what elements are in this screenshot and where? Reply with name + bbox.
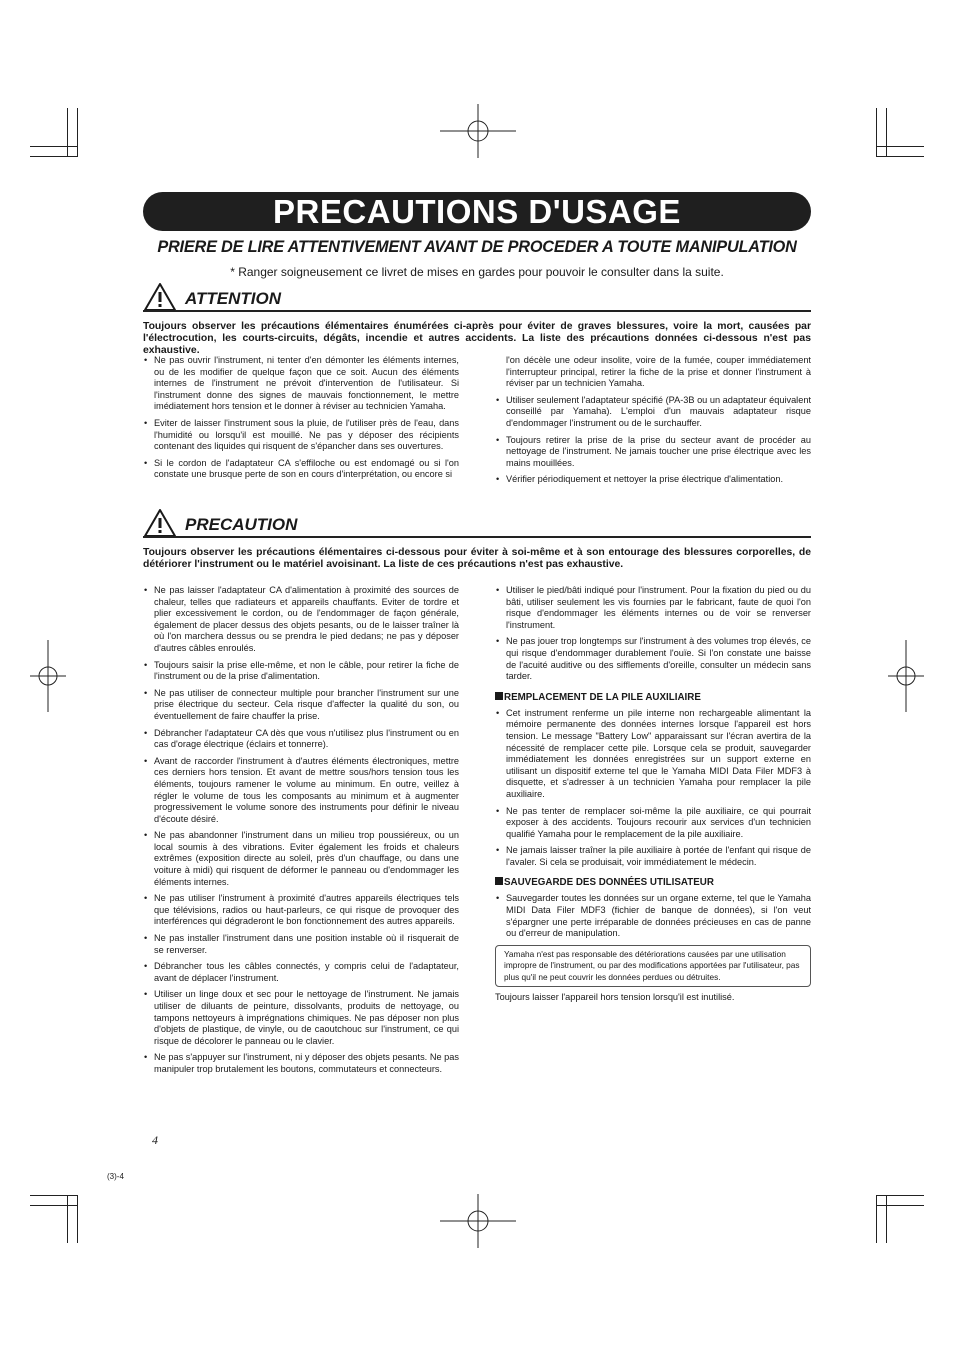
list-item: • Utiliser un linge doux et sec pour le nettoyage de l'instrument. Ne jamais utiliser de diluants de peinture, dissolvants, produits de nettoyage, ou tampons nettoyeurs à imprégnations chimiques. Ne pas déposer non plus d'objets de plastique, de vinyle, ou de caoutchouc sur l'instrument, ce qui risque de décolorer le panneau ou le clavier. xyxy=(143,989,459,1047)
square-bullet-icon xyxy=(495,692,503,700)
crop-mark xyxy=(876,1195,924,1196)
page-code: (3)-4 xyxy=(107,1172,124,1181)
list-item: • Débrancher l'adaptateur CA dès que vous n'utilisez plus l'instrument ou en cas d'orage électrique (éclairs et tonnerre). xyxy=(143,728,459,751)
list-item: • Utiliser seulement l'adaptateur spécifié (PA-3B ou un adaptateur équivalent conseillé par Yamaha). L'emploi d'un mauvais adaptateur risque d'endommager l'instrument ou de le surchauffer. xyxy=(495,395,811,430)
registration-mark-icon xyxy=(440,1194,516,1248)
list-item: • Ne pas s'appuyer sur l'instrument, ni y déposer des objets pesants. Ne pas manipuler trop brutalement les boutons, commutateurs et connecteurs. xyxy=(143,1052,459,1075)
list-item: • Eviter de laisser l'instrument sous la pluie, de l'utiliser près de l'eau, dans l'humidité ou lorsqu'il est mouillé. Ne pas y déposer des récipients contenant des liquides qui risquent de s'épancher dans ses ouvertures. xyxy=(143,418,459,453)
precaution-heading xyxy=(143,508,811,538)
list-item: • Toujours retirer la prise de la prise du secteur avant de procéder au nettoyage de l'instrument. Ne jamais toucher une prise électrique avec les mains mouillées. xyxy=(495,435,811,470)
crop-mark xyxy=(67,1195,68,1243)
crop-mark xyxy=(77,1195,78,1243)
storage-note: * Ranger soigneusement ce livret de mises en gardes pour pouvoir le consulter dans la suite. xyxy=(230,265,724,279)
warning-triangle-icon xyxy=(143,282,177,312)
registration-mark-icon xyxy=(440,104,516,158)
precaution-right-column xyxy=(495,585,811,1009)
registration-mark-icon xyxy=(30,640,66,712)
final-note: Toujours laisser l'appareil hors tension lorsqu'il est inutilisé. xyxy=(495,992,735,1003)
crop-mark xyxy=(30,146,78,147)
list-item: • Avant de raccorder l'instrument à d'autres éléments électroniques, mettre ces derniers hors tension. Et avant de mettre sous/hors tension tous les éléments, toujours ramener le volume au minimum. En outre, veillez à régler le volume de tous les composants au minimum et à augmenter progressivement le volume sonore des instruments pour définir le niveau d'écoute désiré. xyxy=(143,756,459,826)
crop-mark xyxy=(876,156,924,157)
attention-intro: Toujours observer les précautions élémentaires énumérées ci-après pour éviter de graves blessures, voire la mort, causées par l'électrocution, les courts-circuits, dégâts, incendie et autres accidents. La liste des précautions données ci-dessous n'est pas exhaustive. xyxy=(143,321,811,356)
section-rule xyxy=(143,536,811,538)
crop-mark xyxy=(876,1195,877,1243)
list-item: • Toujours saisir la prise elle-même, et non le câble, pour retirer la fiche de l'instrument ou de la prise d'alimentation. xyxy=(143,660,459,683)
list-item-continuation: l'on décèle une odeur insolite, voire de la fumée, couper immédiatement l'interrupteur principal, retirer la fiche de la prise et donner l'instrument à réviser par un technicien Yamaha. xyxy=(506,355,811,389)
precaution-label: PRECAUTION xyxy=(185,515,298,534)
list-item: • Ne pas jouer trop longtemps sur l'instrument à des volumes trop élevés, ce qui risque d'endommager durablement l'ouïe. Si l'on constate une baisse de l'acuité auditive ou des sifflements d'oreille, consulter un médecin sans tarder. xyxy=(495,636,811,682)
list-item: • Ne pas abandonner l'instrument dans un milieu trop poussiéreux, ou un local soumis à des vibrations. Eviter également les froids et chaleurs extrêmes (exposition directe au soleil, près d'un chauffage, ou dans une voiture à midi) qui risquent de déformer le panneau ou d'endommager les éléments internes. xyxy=(143,830,459,888)
list-item: • Ne pas installer l'instrument dans une position instable où il risquerait de se renverser. xyxy=(143,933,459,956)
section-rule xyxy=(143,310,811,312)
list-item: • Sauvegarder toutes les données sur un organe externe, tel que le Yamaha MIDI Data Filer MDF3 (fichier de banque de données), si l'on veut s'épargner une perte irréparable de données précieuses en cas de panne ou d'erreur de manipulation. xyxy=(495,893,811,939)
save-heading: SAUVEGARDE DES DONNÉES UTILISATEUR xyxy=(495,877,811,889)
list-item: • Si le cordon de l'adaptateur CA s'effiloche ou est endomagé ou si l'on constate une brusque perte de son en cours d'interprétation, ou encore si xyxy=(143,458,459,481)
list-item: • Ne pas laisser l'adaptateur CA d'alimentation à proximité des sources de chaleur, telles que radiateurs et appareils chauffants. Eviter de tordre et plier excessivement le cordon, ou de l'endommager de façon générale, également de placer dessus des objets pesants, ou de le laisser traîner là où l'on marchera dessus ou se prendra le pied dedans; ne pas y déposer d'autres câbles enroulés. xyxy=(143,585,459,655)
crop-mark xyxy=(876,108,877,156)
crop-mark xyxy=(77,108,78,156)
page-subtitle: PRIERE DE LIRE ATTENTIVEMENT AVANT DE PROCEDER A TOUTE MANIPULATION xyxy=(157,238,797,256)
crop-mark xyxy=(30,1195,78,1196)
list-item: • Débrancher tous les câbles connectés, y compris celui de l'adaptateur, avant de déplacer l'instrument. xyxy=(143,961,459,984)
page-number: 4 xyxy=(152,1133,158,1147)
list-item: • Utiliser le pied/bâti indiqué pour l'instrument. Pour la fixation du pied ou du bâti, utiliser seulement les vis fournies par le fabricant, faute de quoi l'on risque d'endommager les éléments internes ou de voir se renverser l'instrument. xyxy=(495,585,811,631)
crop-mark xyxy=(67,108,68,156)
warning-triangle-icon xyxy=(143,508,177,538)
list-item: • Ne pas ouvrir l'instrument, ni tenter d'en démonter les éléments internes, ou de les modifier de quelque façon que ce soit. Aucun des éléments internes de l'instrument ne prévoit d'intervention de l'utilisateur. Si l'instrument donne des signes de mauvais fonctionnement, le mettre imédiatement hors tension et le donner à réviser au technicien Yamaha. xyxy=(143,355,459,413)
list-item: • Ne jamais laisser traîner la pile auxiliaire à portée de l'enfant qui risque de l'avaler. Si cela se produisait, voir immédiatement le médecin. xyxy=(495,845,811,868)
crop-mark xyxy=(886,1195,887,1243)
crop-mark xyxy=(876,146,924,147)
attention-right-column xyxy=(495,355,811,491)
attention-left-column xyxy=(143,355,459,486)
precaution-left-column xyxy=(143,585,459,1081)
crop-mark xyxy=(30,1205,78,1206)
attention-heading xyxy=(143,282,811,312)
attention-label: ATTENTION xyxy=(185,289,282,308)
battery-heading: REMPLACEMENT DE LA PILE AUXILIAIRE xyxy=(495,692,811,704)
list-item: • Ne pas utiliser de connecteur multiple pour brancher l'instrument sur une prise électrique du secteur. Cela risque d'affecter la qualité du son, ou éventuellement de faire chauffer la prise. xyxy=(143,688,459,723)
disclaimer-box: Yamaha n'est pas responsable des détériorations causées par une utilisation impropre de l'instrument, ou par des modifications apportées par l'utilisateur, pas plus qu'il ne peut couvrir les données perdues ou détruites. xyxy=(495,945,811,988)
list-item: • Cet instrument renferme un pile interne non rechargeable alimentant la mémoire permanente des données internes lorsque l'appareil est hors tension. Le message "Battery Low" apparaissant sur l'écran avertira de la nécessité de remplacer cette pile. Lorsque cela se produit, sauvegarder immédiatement les données enregistrées sur un support externe en utilisant un dispositif externe tel que le Yamaha MIDI Data Filer MDF3 à disquette, et s'adresser à un technicien Yamaha pour remplacer la pile auxiliaire. xyxy=(495,708,811,801)
list-item: • Ne pas tenter de remplacer soi-même la pile auxiliaire, ce qui pourrait exposer à des accidents. Toujours recourir aux services d'un technicien qualifié Yamaha pour le remplacement de la pile auxiliaire. xyxy=(495,806,811,841)
list-item: • Vérifier périodiquement et nettoyer la prise électrique d'alimentation. xyxy=(495,474,811,486)
list-item: • Ne pas utiliser l'instrument à proximité d'autres appareils électriques tels que télévisions, radios ou haut-parleurs, ce qui risque de provoquer des interférences qui dégraderont le bon fonctionnement des autres appareils. xyxy=(143,893,459,928)
page-title: PRECAUTIONS D'USAGE xyxy=(143,192,811,231)
square-bullet-icon xyxy=(495,877,503,885)
registration-mark-icon xyxy=(888,640,924,712)
crop-mark xyxy=(886,108,887,156)
crop-mark xyxy=(30,156,78,157)
crop-mark xyxy=(876,1205,924,1206)
precaution-intro: Toujours observer les précautions élémentaires ci-dessous pour éviter à soi-même et à son entourage des blessures corporelles, de détériorer l'instrument ou le matériel avoisinant. La liste de ces précautions n'est pas exhaustive. xyxy=(143,547,811,570)
